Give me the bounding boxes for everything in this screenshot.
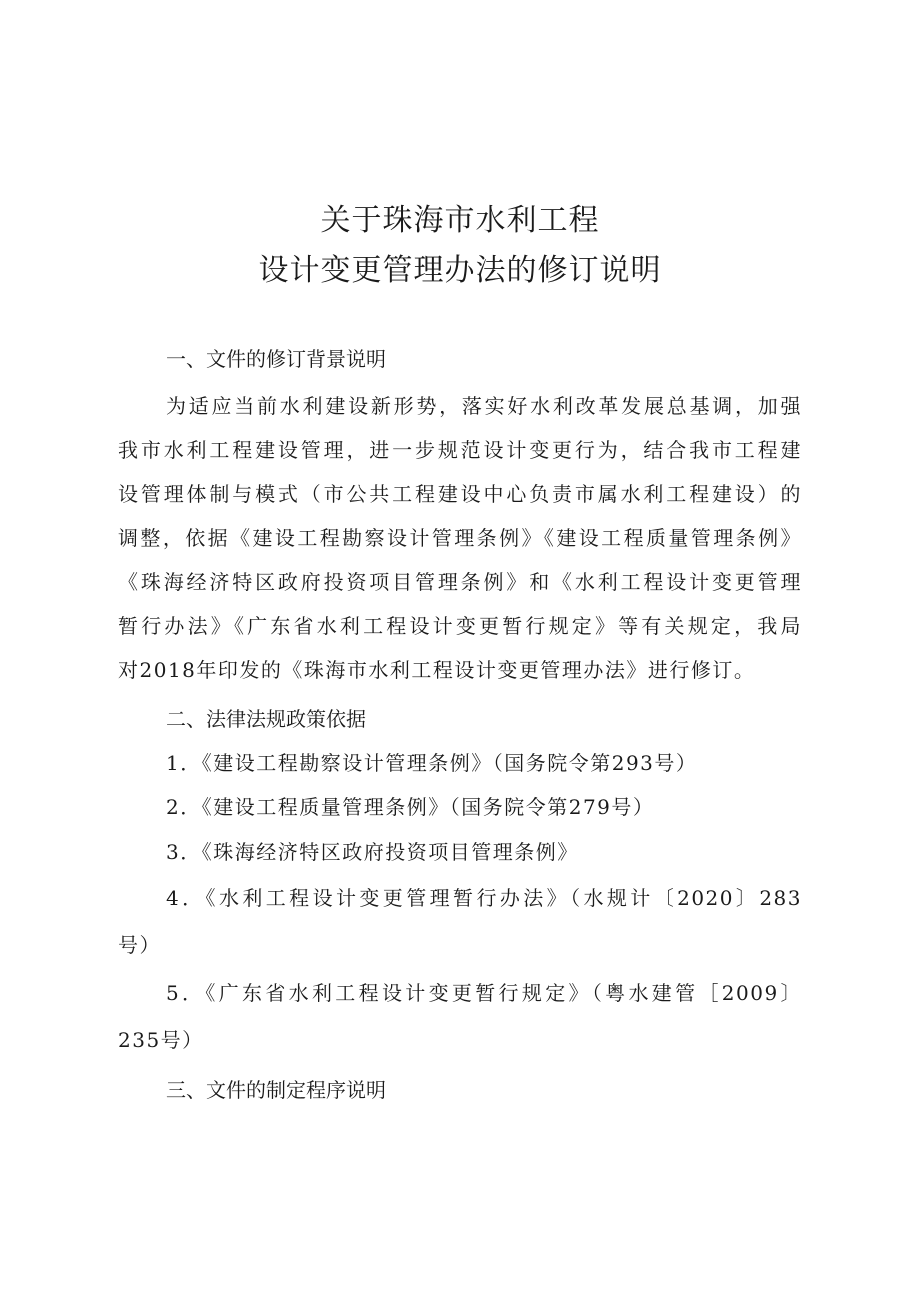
list-item: 4．《水利工程设计变更管理暂行办法》（水规计〔2020〕283 xyxy=(166,886,802,910)
section-3-heading: 三、文件的制定程序说明 xyxy=(166,1078,386,1102)
document-title-line-1: 关于珠海市水利工程 xyxy=(320,203,600,238)
list-item-continuation: 235号） xyxy=(118,1028,204,1052)
document-title-line-2: 设计变更管理办法的修订说明 xyxy=(258,253,662,288)
paragraph-line: 我市水利工程建设管理，进一步规范设计变更行为，结合我市工程建 xyxy=(118,438,802,462)
list-item-continuation: 号） xyxy=(118,933,161,957)
paragraph-line: 调整，依据《建设工程勘察设计管理条例》《建设工程质量管理条例》 xyxy=(118,526,802,550)
list-item: 5．《广东省水利工程设计变更暂行规定》（粤水建管［2009〕 xyxy=(166,981,802,1005)
paragraph-line: 设管理体制与模式（市公共工程建设中心负责市属水利工程建设）的 xyxy=(118,482,802,506)
paragraph-line: 《珠海经济特区政府投资项目管理条例》和《水利工程设计变更管理 xyxy=(118,570,802,594)
paragraph-line: 为适应当前水利建设新形势，落实好水利改革发展总基调，加强 xyxy=(166,394,802,418)
section-2-heading: 二、法律法规政策依据 xyxy=(166,707,366,731)
section-1-heading: 一、文件的修订背景说明 xyxy=(166,347,386,371)
list-item: 2．《建设工程质量管理条例》（国务院令第279号） xyxy=(166,795,655,819)
paragraph-line: 暂行办法》《广东省水利工程设计变更暂行规定》等有关规定，我局 xyxy=(118,614,802,638)
list-item: 1．《建设工程勘察设计管理条例》（国务院令第293号） xyxy=(166,751,698,775)
paragraph-line: 对2018年印发的《珠海市水利工程设计变更管理办法》进行修订。 xyxy=(118,658,756,682)
list-item: 3．《珠海经济特区政府投资项目管理条例》 xyxy=(166,840,579,864)
